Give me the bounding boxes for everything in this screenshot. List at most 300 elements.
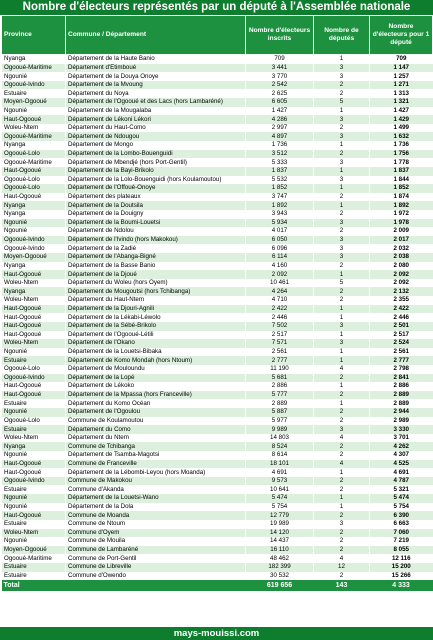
cell-inscrits: 14 803 bbox=[246, 434, 314, 443]
table-row bbox=[2, 279, 433, 288]
cell-deputes: 4 bbox=[314, 365, 370, 374]
cell-province: Woleu-Ntem bbox=[2, 296, 66, 305]
total-row bbox=[2, 580, 433, 591]
cell-inscrits: 14 120 bbox=[246, 529, 314, 538]
cell-ratio: 1 313 bbox=[370, 89, 433, 98]
cell-inscrits: 16 110 bbox=[246, 546, 314, 555]
cell-province: Ngounié bbox=[2, 408, 66, 417]
cell-province: Ogooué-Lolo bbox=[2, 417, 66, 426]
table-row bbox=[2, 520, 433, 529]
cell-inscrits: 1 852 bbox=[246, 184, 314, 193]
cell-deputes: 3 bbox=[314, 176, 370, 185]
cell-inscrits: 4 017 bbox=[246, 227, 314, 236]
cell-deputes: 5 bbox=[314, 279, 370, 288]
cell-province: Ngounié bbox=[2, 451, 66, 460]
table-row bbox=[2, 348, 433, 357]
cell-ratio: 1 756 bbox=[370, 150, 433, 159]
cell-commune: Département des plateaux bbox=[66, 193, 246, 202]
cell-province: Ogooué-Lolo bbox=[2, 184, 66, 193]
cell-commune: Département de l'Abanga-Bigné bbox=[66, 253, 246, 262]
cell-inscrits: 2 446 bbox=[246, 313, 314, 322]
cell-province: Moyen-Ogooué bbox=[2, 253, 66, 262]
cell-deputes: 3 bbox=[314, 115, 370, 124]
cell-province: Ogooué-Maritime bbox=[2, 554, 66, 563]
table-row bbox=[2, 460, 433, 469]
cell-ratio: 2 038 bbox=[370, 253, 433, 262]
cell-province: Estuaire bbox=[2, 356, 66, 365]
cell-deputes: 1 bbox=[314, 167, 370, 176]
cell-ratio: 1 429 bbox=[370, 115, 433, 124]
source-footer: mays-mouissi.com bbox=[0, 627, 433, 640]
cell-commune: Commune de Makokou bbox=[66, 477, 246, 486]
cell-province: Haut-Ogooué bbox=[2, 460, 66, 469]
table-row bbox=[2, 322, 433, 331]
cell-commune: Département de l'Ogooué-Létili bbox=[66, 331, 246, 340]
table-row bbox=[2, 451, 433, 460]
cell-province: Nyanga bbox=[2, 55, 66, 64]
cell-inscrits: 3 943 bbox=[246, 210, 314, 219]
cell-ratio: 7 219 bbox=[370, 537, 433, 546]
cell-province: Haut-Ogooué bbox=[2, 331, 66, 340]
cell-commune: Département du Como bbox=[66, 425, 246, 434]
cell-commune: Commune de Tchibanga bbox=[66, 442, 246, 451]
cell-inscrits: 5 934 bbox=[246, 219, 314, 228]
table-row bbox=[2, 98, 433, 107]
cell-province: Haut-Ogooué bbox=[2, 115, 66, 124]
cell-commune: Commune d'Oyem bbox=[66, 529, 246, 538]
cell-province: Ogooué-Maritime bbox=[2, 64, 66, 73]
cell-province: Nyanga bbox=[2, 141, 66, 150]
cell-inscrits: 1 892 bbox=[246, 201, 314, 210]
cell-commune: Commune de Port-Gentil bbox=[66, 554, 246, 563]
cell-commune: Département de Komo Mondah (hors Ntoum) bbox=[66, 356, 246, 365]
cell-commune: Commune d'Owendo bbox=[66, 572, 246, 581]
total-ratio: 4 333 bbox=[370, 580, 433, 591]
cell-deputes: 2 bbox=[314, 529, 370, 538]
cell-commune: Département de Mongo bbox=[66, 141, 246, 150]
cell-commune: Département de la Lombo-Bouenguidi bbox=[66, 150, 246, 159]
cell-deputes: 1 bbox=[314, 503, 370, 512]
cell-ratio: 1 147 bbox=[370, 64, 433, 73]
cell-ratio: 2 517 bbox=[370, 331, 433, 340]
cell-ratio: 1 978 bbox=[370, 219, 433, 228]
cell-commune: Département de l'Okano bbox=[66, 339, 246, 348]
cell-province: Nyanga bbox=[2, 442, 66, 451]
cell-commune: Département de la Lékabi-Léwolo bbox=[66, 313, 246, 322]
cell-province: Haut-Ogooué bbox=[2, 468, 66, 477]
cell-commune: Département de l'Offoué-Onoye bbox=[66, 184, 246, 193]
table-row bbox=[2, 442, 433, 451]
cell-commune: Département de la Louetsi-Wano bbox=[66, 494, 246, 503]
cell-inscrits: 2 092 bbox=[246, 270, 314, 279]
cell-commune: Département du Haut-Ntem bbox=[66, 296, 246, 305]
cell-inscrits: 2 625 bbox=[246, 89, 314, 98]
cell-province: Estuaire bbox=[2, 572, 66, 581]
cell-deputes: 1 bbox=[314, 331, 370, 340]
cell-deputes: 2 bbox=[314, 374, 370, 383]
cell-province: Haut-Ogooué bbox=[2, 322, 66, 331]
table-row bbox=[2, 356, 433, 365]
cell-ratio: 2 032 bbox=[370, 244, 433, 253]
cell-commune: Département de la Mvoung bbox=[66, 81, 246, 90]
cell-deputes: 2 bbox=[314, 485, 370, 494]
cell-commune: Département de l'Ogooué et des Lacs (hors Lambaréné) bbox=[66, 98, 246, 107]
table-row bbox=[2, 554, 433, 563]
cell-ratio: 3 330 bbox=[370, 425, 433, 434]
cell-province: Estuaire bbox=[2, 520, 66, 529]
cell-deputes: 3 bbox=[314, 322, 370, 331]
cell-inscrits: 8 524 bbox=[246, 442, 314, 451]
cell-deputes: 1 bbox=[314, 356, 370, 365]
cell-deputes: 3 bbox=[314, 236, 370, 245]
cell-inscrits: 10 641 bbox=[246, 485, 314, 494]
cell-province: Ogooué-Ivindo bbox=[2, 244, 66, 253]
cell-province: Nyanga bbox=[2, 262, 66, 271]
cell-deputes: 2 bbox=[314, 451, 370, 460]
cell-inscrits: 4 264 bbox=[246, 287, 314, 296]
cell-ratio: 2 501 bbox=[370, 322, 433, 331]
table-row bbox=[2, 262, 433, 271]
cell-ratio: 1 852 bbox=[370, 184, 433, 193]
table-row bbox=[2, 296, 433, 305]
table-row bbox=[2, 546, 433, 555]
cell-inscrits: 5 474 bbox=[246, 494, 314, 503]
cell-deputes: 12 bbox=[314, 563, 370, 572]
cell-province: Haut-Ogooué bbox=[2, 511, 66, 520]
cell-inscrits: 6 605 bbox=[246, 98, 314, 107]
cell-province: Ogooué-Ivindo bbox=[2, 236, 66, 245]
cell-inscrits: 9 573 bbox=[246, 477, 314, 486]
column-header-inscrits: Nombre d'électeurs inscrits bbox=[246, 16, 314, 55]
cell-province: Ogooué-Ivindo bbox=[2, 81, 66, 90]
cell-inscrits: 6 096 bbox=[246, 244, 314, 253]
cell-deputes: 1 bbox=[314, 305, 370, 314]
cell-inscrits: 4 286 bbox=[246, 115, 314, 124]
cell-ratio: 1 874 bbox=[370, 193, 433, 202]
cell-inscrits: 2 517 bbox=[246, 331, 314, 340]
cell-ratio: 1 427 bbox=[370, 107, 433, 116]
table-row bbox=[2, 313, 433, 322]
table-row bbox=[2, 150, 433, 159]
total-commune bbox=[66, 580, 246, 591]
cell-inscrits: 3 512 bbox=[246, 150, 314, 159]
cell-deputes: 2 bbox=[314, 287, 370, 296]
cell-province: Haut-Ogooué bbox=[2, 305, 66, 314]
cell-deputes: 2 bbox=[314, 477, 370, 486]
cell-ratio: 15 266 bbox=[370, 572, 433, 581]
cell-province: Haut-Ogooué bbox=[2, 391, 66, 400]
cell-inscrits: 4 710 bbox=[246, 296, 314, 305]
cell-deputes: 4 bbox=[314, 554, 370, 563]
cell-inscrits: 4 691 bbox=[246, 468, 314, 477]
cell-commune: Département de la Louetsi-Bibaka bbox=[66, 348, 246, 357]
cell-ratio: 6 390 bbox=[370, 511, 433, 520]
cell-province: Ogooué-Ivindo bbox=[2, 477, 66, 486]
cell-commune: Département de Mougoutsi (hors Tchibanga) bbox=[66, 287, 246, 296]
cell-province: Estuaire bbox=[2, 89, 66, 98]
cell-deputes: 2 bbox=[314, 262, 370, 271]
cell-inscrits: 6 050 bbox=[246, 236, 314, 245]
table-row bbox=[2, 236, 433, 245]
cell-inscrits: 14 437 bbox=[246, 537, 314, 546]
cell-inscrits: 3 747 bbox=[246, 193, 314, 202]
cell-ratio: 2 017 bbox=[370, 236, 433, 245]
cell-deputes: 2 bbox=[314, 210, 370, 219]
cell-province: Estuaire bbox=[2, 563, 66, 572]
cell-ratio: 2 561 bbox=[370, 348, 433, 357]
cell-ratio: 15 200 bbox=[370, 563, 433, 572]
column-header-deputes: Nombre de députés bbox=[314, 16, 370, 55]
cell-deputes: 3 bbox=[314, 244, 370, 253]
table-row bbox=[2, 382, 433, 391]
cell-deputes: 4 bbox=[314, 434, 370, 443]
cell-commune: Département de la Dola bbox=[66, 503, 246, 512]
cell-inscrits: 6 114 bbox=[246, 253, 314, 262]
cell-commune: Commune de Moanda bbox=[66, 511, 246, 520]
cell-province: Ngounié bbox=[2, 72, 66, 81]
cell-deputes: 1 bbox=[314, 201, 370, 210]
table-row bbox=[2, 210, 433, 219]
table-row bbox=[2, 339, 433, 348]
cell-province: Nyanga bbox=[2, 201, 66, 210]
cell-commune: Département de la Lolo-Bouenguidi (hors Koulamoutou) bbox=[66, 176, 246, 185]
cell-deputes: 2 bbox=[314, 81, 370, 90]
cell-inscrits: 5 681 bbox=[246, 374, 314, 383]
cell-ratio: 1 972 bbox=[370, 210, 433, 219]
cell-province: Ngounié bbox=[2, 219, 66, 228]
cell-deputes: 1 bbox=[314, 55, 370, 64]
cell-inscrits: 5 887 bbox=[246, 408, 314, 417]
cell-commune: Département de la Douigny bbox=[66, 210, 246, 219]
cell-province: Ngounié bbox=[2, 503, 66, 512]
cell-province: Ngounié bbox=[2, 107, 66, 116]
cell-deputes: 2 bbox=[314, 227, 370, 236]
table-row bbox=[2, 494, 433, 503]
cell-commune: Département du Haut-Como bbox=[66, 124, 246, 133]
cell-ratio: 1 632 bbox=[370, 132, 433, 141]
cell-commune: Commune de Koulamoutou bbox=[66, 417, 246, 426]
cell-commune: Département de la Djouri-Agnili bbox=[66, 305, 246, 314]
cell-commune: Département de Lékoni Lékori bbox=[66, 115, 246, 124]
cell-province: Haut-Ogooué bbox=[2, 193, 66, 202]
table-row bbox=[2, 468, 433, 477]
cell-ratio: 8 055 bbox=[370, 546, 433, 555]
cell-province: Haut-Ogooué bbox=[2, 313, 66, 322]
cell-ratio: 2 524 bbox=[370, 339, 433, 348]
cell-inscrits: 5 977 bbox=[246, 417, 314, 426]
cell-ratio: 12 116 bbox=[370, 554, 433, 563]
cell-ratio: 1 892 bbox=[370, 201, 433, 210]
cell-ratio: 5 474 bbox=[370, 494, 433, 503]
cell-commune: Département de Lékoko bbox=[66, 382, 246, 391]
table-row bbox=[2, 399, 433, 408]
cell-inscrits: 30 532 bbox=[246, 572, 314, 581]
cell-deputes: 1 bbox=[314, 141, 370, 150]
cell-commune: Département du Woleu (hors Oyem) bbox=[66, 279, 246, 288]
table-row bbox=[2, 374, 433, 383]
cell-inscrits: 9 989 bbox=[246, 425, 314, 434]
cell-deputes: 2 bbox=[314, 442, 370, 451]
cell-commune: Département du Ntem bbox=[66, 434, 246, 443]
cell-province: Haut-Ogooué bbox=[2, 382, 66, 391]
cell-province: Ogooué-Lolo bbox=[2, 176, 66, 185]
cell-deputes: 3 bbox=[314, 520, 370, 529]
cell-deputes: 1 bbox=[314, 313, 370, 322]
cell-inscrits: 4 897 bbox=[246, 132, 314, 141]
cell-inscrits: 7 502 bbox=[246, 322, 314, 331]
cell-commune: Commune d'Akanda bbox=[66, 485, 246, 494]
cell-inscrits: 8 614 bbox=[246, 451, 314, 460]
cell-ratio: 2 422 bbox=[370, 305, 433, 314]
cell-ratio: 5 754 bbox=[370, 503, 433, 512]
table-row bbox=[2, 201, 433, 210]
cell-inscrits: 2 542 bbox=[246, 81, 314, 90]
table-row bbox=[2, 124, 433, 133]
table-row bbox=[2, 72, 433, 81]
cell-ratio: 2 355 bbox=[370, 296, 433, 305]
cell-deputes: 4 bbox=[314, 460, 370, 469]
cell-ratio: 2 009 bbox=[370, 227, 433, 236]
table-row bbox=[2, 107, 433, 116]
cell-province: Estuaire bbox=[2, 485, 66, 494]
cell-deputes: 2 bbox=[314, 124, 370, 133]
table-row bbox=[2, 244, 433, 253]
cell-deputes: 2 bbox=[314, 511, 370, 520]
cell-province: Ogooué-Maritime bbox=[2, 132, 66, 141]
cell-province: Moyen-Ogooué bbox=[2, 546, 66, 555]
cell-commune: Département de Mouloundu bbox=[66, 365, 246, 374]
cell-commune: Département de la Lébombi-Leyou (hors Moanda) bbox=[66, 468, 246, 477]
cell-inscrits: 3 770 bbox=[246, 72, 314, 81]
cell-inscrits: 182 399 bbox=[246, 563, 314, 572]
cell-commune: Département de la Boumi-Louetsi bbox=[66, 219, 246, 228]
cell-deputes: 2 bbox=[314, 150, 370, 159]
cell-commune: Commune de Libreville bbox=[66, 563, 246, 572]
cell-commune: Département de Mbendjé (hors Port-Gentil) bbox=[66, 158, 246, 167]
cell-inscrits: 5 333 bbox=[246, 158, 314, 167]
table-row bbox=[2, 537, 433, 546]
cell-ratio: 2 446 bbox=[370, 313, 433, 322]
table-row bbox=[2, 511, 433, 520]
page-title: Nombre d'électeurs représentés par un député à l'Assemblée nationale bbox=[0, 0, 433, 15]
cell-ratio: 709 bbox=[370, 55, 433, 64]
cell-deputes: 3 bbox=[314, 72, 370, 81]
table-row bbox=[2, 477, 433, 486]
cell-deputes: 1 bbox=[314, 382, 370, 391]
table-row bbox=[2, 141, 433, 150]
cell-commune: Département de la Haute Banio bbox=[66, 55, 246, 64]
cell-inscrits: 10 461 bbox=[246, 279, 314, 288]
data-table bbox=[1, 15, 433, 591]
cell-deputes: 3 bbox=[314, 425, 370, 434]
cell-ratio: 1 271 bbox=[370, 81, 433, 90]
table-row bbox=[2, 417, 433, 426]
cell-inscrits: 7 571 bbox=[246, 339, 314, 348]
cell-inscrits: 48 462 bbox=[246, 554, 314, 563]
table-row bbox=[2, 270, 433, 279]
cell-province: Ngounié bbox=[2, 348, 66, 357]
cell-deputes: 2 bbox=[314, 89, 370, 98]
table-row bbox=[2, 563, 433, 572]
cell-inscrits: 19 989 bbox=[246, 520, 314, 529]
cell-inscrits: 11 190 bbox=[246, 365, 314, 374]
table-row bbox=[2, 529, 433, 538]
cell-inscrits: 4 160 bbox=[246, 262, 314, 271]
table-row bbox=[2, 365, 433, 374]
cell-deputes: 3 bbox=[314, 253, 370, 262]
cell-province: Woleu-Ntem bbox=[2, 124, 66, 133]
header-row bbox=[2, 16, 433, 55]
table-row bbox=[2, 408, 433, 417]
cell-deputes: 1 bbox=[314, 468, 370, 477]
total-inscrits: 619 656 bbox=[246, 580, 314, 591]
table-row bbox=[2, 55, 433, 64]
cell-province: Woleu-Ntem bbox=[2, 339, 66, 348]
cell-inscrits: 2 886 bbox=[246, 382, 314, 391]
cell-ratio: 2 989 bbox=[370, 417, 433, 426]
cell-deputes: 2 bbox=[314, 417, 370, 426]
cell-commune: Département de l'Ivindo (hors Makokou) bbox=[66, 236, 246, 245]
cell-deputes: 3 bbox=[314, 158, 370, 167]
cell-deputes: 2 bbox=[314, 537, 370, 546]
cell-deputes: 2 bbox=[314, 296, 370, 305]
cell-deputes: 1 bbox=[314, 348, 370, 357]
cell-commune: Commune de Mouila bbox=[66, 537, 246, 546]
cell-ratio: 7 060 bbox=[370, 529, 433, 538]
cell-commune: Département de la Basse Banio bbox=[66, 262, 246, 271]
cell-ratio: 2 777 bbox=[370, 356, 433, 365]
table-row bbox=[2, 89, 433, 98]
cell-commune: Commune de Ntoum bbox=[66, 520, 246, 529]
table-row bbox=[2, 331, 433, 340]
cell-ratio: 1 257 bbox=[370, 72, 433, 81]
table-row bbox=[2, 503, 433, 512]
cell-deputes: 2 bbox=[314, 572, 370, 581]
column-header-province: Province bbox=[2, 16, 66, 55]
cell-ratio: 5 321 bbox=[370, 485, 433, 494]
cell-deputes: 3 bbox=[314, 339, 370, 348]
cell-deputes: 1 bbox=[314, 184, 370, 193]
cell-commune: Département de la Mougalaba bbox=[66, 107, 246, 116]
cell-inscrits: 709 bbox=[246, 55, 314, 64]
table-row bbox=[2, 158, 433, 167]
table-row bbox=[2, 64, 433, 73]
table-row bbox=[2, 485, 433, 494]
total-deputes: 143 bbox=[314, 580, 370, 591]
cell-inscrits: 2 777 bbox=[246, 356, 314, 365]
table-row bbox=[2, 253, 433, 262]
cell-commune: Commune de Franceville bbox=[66, 460, 246, 469]
table-row bbox=[2, 305, 433, 314]
cell-ratio: 4 262 bbox=[370, 442, 433, 451]
cell-commune: Département du Komo Océan bbox=[66, 399, 246, 408]
table-row bbox=[2, 193, 433, 202]
cell-ratio: 2 132 bbox=[370, 287, 433, 296]
cell-ratio: 2 886 bbox=[370, 382, 433, 391]
cell-province: Ogooué-Lolo bbox=[2, 365, 66, 374]
table-row bbox=[2, 219, 433, 228]
cell-commune: Département d'Etimboué bbox=[66, 64, 246, 73]
cell-deputes: 2 bbox=[314, 546, 370, 555]
cell-inscrits: 2 422 bbox=[246, 305, 314, 314]
column-header-ratio: Nombre d'électeurs pour 1 député bbox=[370, 16, 433, 55]
cell-ratio: 4 307 bbox=[370, 451, 433, 460]
cell-deputes: 1 bbox=[314, 270, 370, 279]
cell-province: Estuaire bbox=[2, 399, 66, 408]
cell-ratio: 1 844 bbox=[370, 176, 433, 185]
cell-ratio: 2 944 bbox=[370, 408, 433, 417]
table-row bbox=[2, 391, 433, 400]
